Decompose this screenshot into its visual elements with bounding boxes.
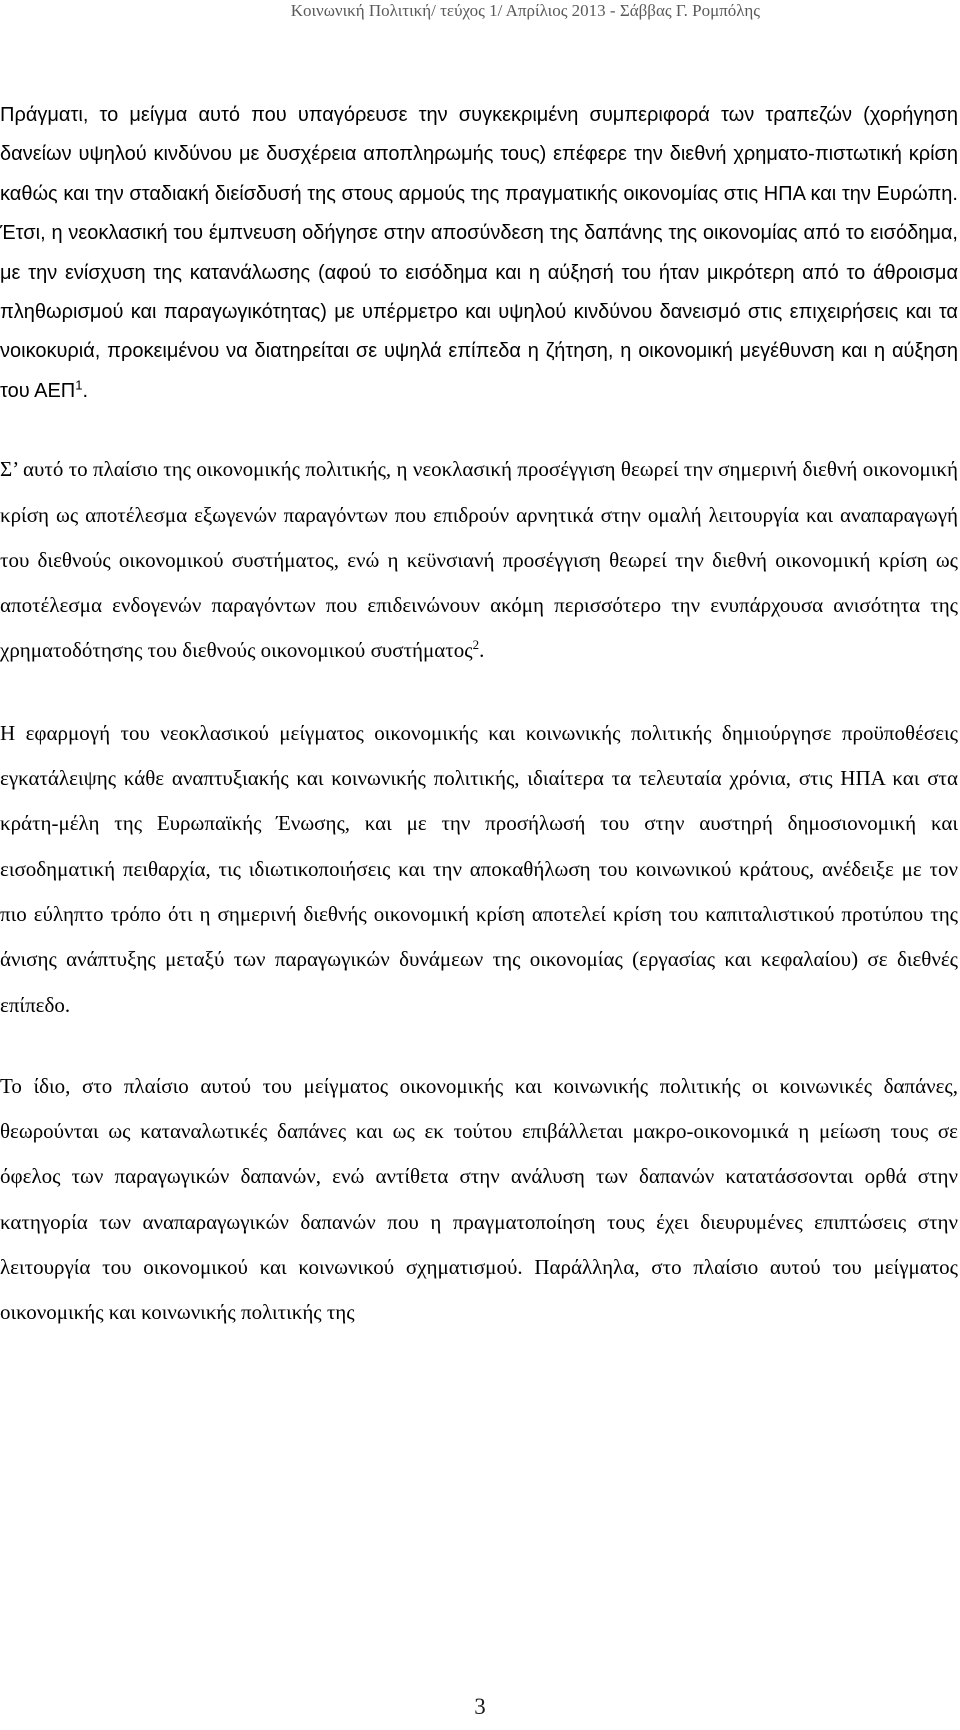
paragraph-3-text: Η εφαρμογή του νεοκλασικού μείγματος οικονομικής και κοινωνικής πολιτικής δημιούργησε προϋποθέσεις εγκατάλειψης κάθε αναπτυξιακής και κοινωνικής πολιτικής, ιδιαίτερα τα τελευταία χρόνια, στις ΗΠΑ και στα κράτη-μέλη της Ευρωπαϊκής Ένωσης, και με την προσήλωσή του στην αυστηρή δημοσιονομική και εισοδηματική πειθαρχία, τις ιδιωτικοποιήσεις και την αποκαθήλωση του κοινωνικού κράτους, ανέδειξε με τον πιο εύληπτο τρόπο ότι η σημερινή διεθνής οικονομική κρίση αποτελεί κρίση του καπιταλιστικού προτύπου της άνισης ανάπτυξης μεταξύ των παραγωγικών δυνάμεων της οικονομίας (εργασίας και κεφαλαίου) σε διεθνές επίπεδο. [0, 720, 958, 1017]
paragraph-3 [0, 711, 958, 1028]
running-header: Κοινωνική Πολιτική/ τεύχος 1/ Απρίλιος 2013 - Σάββας Γ. Ρομπόλης [290, 1, 760, 20]
paragraph-1-end: . [82, 379, 89, 402]
paragraph-1-text: Πράγματι, το μείγμα αυτό που υπαγόρευσε την συγκεκριμένη συμπεριφορά των τραπεζών (χορήγηση δανείων υψηλού κινδύνου με δυσχέρεια αποπληρωμής τους) επέφερε την διεθνή χρηματο-πιστωτική κρίση καθώς και την σταδιακή διείσδυσή της στους αρμούς της πραγματικής οικονομίας στις ΗΠΑ και την Ευρώπη. Έτσι, η νεοκλασική του έμπνευση οδήγησε στην αποσύνδεση της δαπάνης της οικονομίας από το εισόδημα, με την ενίσχυση της κατανάλωσης (αφού το εισόδημα και η αύξησή του ήταν μικρότερη από το άθροισμα πληθωρισμού και παραγωγικότητας) με υπέρμετρο και υψηλού κινδύνου δανεισμό στις επιχειρήσεις και τα νοικοκυριά, προκειμένου να διατηρείται σε υψηλά επίπεδα η ζήτηση, η οικονομική μεγέθυνση και η αύξηση του ΑΕΠ [0, 104, 958, 402]
paragraph-4-text: Το ίδιο, στο πλαίσιο αυτού του μείγματος οικονομικής και κοινωνικής πολιτικής οι κοινωνικές δαπάνες, θεωρούνται ως καταναλωτικές δαπάνες και ως εκ τούτου επιβάλλεται μακρο-οικονομικά η μείωση τους σε όφελος των παραγωγικών δαπανών, ενώ αντίθετα στην ανάλυση των δαπανών κατατάσσονται ορθά στην κατηγορία των αναπαραγωγικών δαπανών που η πραγματοποίηση τους έχει διευρυμένες επιπτώσεις στην λειτουργία του οικονομικού και κοινωνικού σχηματισμού. Παράλληλα, στο πλαίσιο αυτού του μείγματος οικονομικής και κοινωνικής πολιτικής της [0, 1073, 958, 1325]
paragraph-4 [0, 1064, 958, 1336]
page-number: 3 [474, 1694, 486, 1719]
paragraph-2-text: Σ’ αυτό το πλαίσιο της οικονομικής πολιτικής, η νεοκλασική προσέγγιση θεωρεί την σημερινή διεθνή οικονομική κρίση ως αποτέλεσμα εξωγενών παραγόντων που επιδρούν αρνητικά στην ομαλή λειτουργία και αναπαραγωγή του διεθνούς οικονομικού συστήματος, ενώ η κεϋνσιανή προσέγγιση θεωρεί την διεθνή οικονομική κρίση ως αποτέλεσμα ενδογενών παραγόντων που επιδεινώνουν ακόμη περισσότερο την ενυπάρχουσα ανισότητα της χρηματοδότησης του διεθνούς οικονομικού συστήματος [0, 457, 958, 663]
footnote-ref-2[interactable]: 2 [472, 637, 480, 653]
paragraph-2-end: . [479, 638, 485, 663]
body-text [0, 96, 958, 1336]
footnote-ref-1[interactable]: 1 [75, 377, 83, 393]
paragraph-2 [0, 447, 958, 673]
paragraph-1 [0, 96, 958, 411]
